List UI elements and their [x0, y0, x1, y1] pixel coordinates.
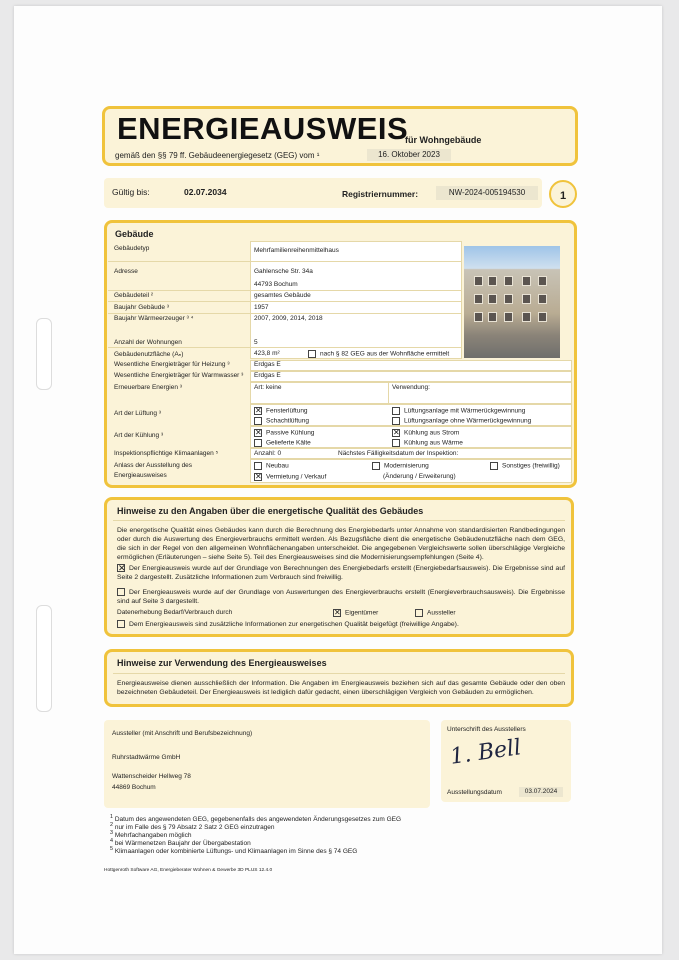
notes-title: Hinweise zu den Angaben über die energetische Qualität des Gebäudes	[117, 506, 424, 516]
value-wohnungen: 5	[254, 339, 258, 346]
reason-sonstiges: Sonstiges (freiwillig)	[490, 462, 560, 470]
issuer-box	[104, 720, 430, 808]
usage-label: Verwendung:	[392, 384, 430, 391]
value-warmwasser: Erdgas E	[254, 372, 281, 379]
valid-label: Gültig bis:	[112, 187, 150, 197]
issue-date-label: Ausstellungsdatum	[447, 789, 502, 796]
issuer-name: Ruhrstadtwärme GmbH	[112, 754, 181, 761]
building-photo	[464, 246, 560, 358]
label-warmwasser: Wesentliche Energieträger für Warmwasser ³	[114, 372, 244, 379]
footnote-3: Mehrfachangaben möglich	[114, 832, 192, 840]
law-reference: gemäß den §§ 79 ff. Gebäudeenergiegesetz (GEG) vom ¹	[115, 151, 320, 160]
footnote-4: bei Wärmenetzen Baujahr der Übergabestation	[114, 840, 251, 848]
signature: 1. Bell	[448, 735, 523, 770]
document-subtitle: für Wohngebäude	[405, 135, 482, 145]
cool-strom: ✕ Kühlung aus Strom	[393, 428, 460, 437]
value-adresse-city: 44793 Bochum	[254, 281, 298, 288]
label-anlass-2: Energieausweises	[114, 472, 167, 479]
label-nutzflaeche: Gebäudenutzfläche (Aₙ)	[114, 351, 184, 358]
value-gebaeudeteil: gesamtes Gebäude	[254, 292, 311, 299]
value-gebaeudetyp: Mehrfamilienreihenmittelhaus	[254, 247, 339, 254]
label-erneuerbare: Erneuerbare Energien ³	[114, 384, 182, 391]
validity-bar	[104, 178, 542, 208]
vent-ohne-wrg: Lüftungsanlage ohne Wärmerückgewinnung	[392, 417, 531, 425]
notes-para1: Die energetische Qualität eines Gebäudes kann durch die Berechnung des Energiebedarfs unter Annahme von standardisierten Randbedingungen oder durch die Auswertung des Energieverbrauchs ermittelt werden. Als Bezugsfläche dient die energetische Gebäudenutzfläche nach dem GEG, die sich in der Regel von den allgemeinen Wohnflächenangaben unterscheidet. Die angegebenen Vergleichswerte sollen überschlägige Vergleiche ermöglichen (Erläuterungen – siehe Seite 5). Teil des Energieausweises sind die Modernisierungsempfehlungen (Seite 4).	[117, 527, 565, 561]
issuer-street: Wattenscheider Hellweg 78	[112, 773, 191, 780]
value-erneuerbare: Art: keine	[254, 384, 282, 391]
label-anlass-1: Anlass der Ausstellung des	[114, 462, 193, 469]
label-gebaeudetyp: Gebäudetyp	[114, 245, 150, 252]
label-gebaeudeteil: Gebäudeteil ²	[114, 292, 154, 299]
document-title: ENERGIEAUSWEIS	[117, 111, 409, 146]
vent-fenster: ✕ Fensterlüftung	[255, 406, 308, 415]
page-number: 1	[549, 180, 577, 208]
reason-aenderung: (Änderung / Erweiterung)	[383, 473, 456, 480]
label-baujahr-waermeerzeuger: Baujahr Wärmeerzeuger ³ ⁴	[114, 315, 194, 322]
reason-neubau: Neubau	[254, 462, 289, 470]
valid-until: 02.07.2034	[184, 187, 227, 197]
notes-opt2: Der Energieausweis wurde auf der Grundlage von Auswertungen des Energieverbrauchs erstellt (Energieverbrauchsausweis). Die Ergebnisse sind auf Seite 3 dargestellt.	[117, 589, 565, 605]
inspection-count: Anzahl: 0	[254, 450, 282, 457]
value-baujahr: 1957	[254, 304, 269, 311]
issue-date: 03.07.2024	[519, 787, 563, 797]
notes-opt3: Dem Energieausweis sind zusätzliche Informationen zur energetischen Qualität beigefügt (freiwillige Angabe).	[117, 620, 565, 629]
reg-number: NW-2024-005194530	[436, 186, 538, 200]
label-heizung: Wesentliche Energieträger für Heizung ³	[114, 361, 230, 368]
label-adresse: Adresse	[114, 268, 138, 275]
usage-text: Energieausweise dienen ausschließlich der Information. Die Angaben im Energieausweis beziehen sich auf das gesamte Gebäude oder den oben bezeichneten Gebäudeteil. Der Energieausweis ist lediglich dafür gedacht, einen überschlägigen Vergleich von Gebäuden zu ermöglichen.	[117, 680, 565, 696]
law-date: 16. Oktober 2023	[367, 149, 451, 161]
cool-waerme: Kühlung aus Wärme	[392, 439, 463, 447]
signature-label: Unterschrift des Ausstellers	[447, 726, 526, 733]
value-heizung: Erdgas E	[254, 361, 281, 368]
value-nutzflaeche: 423,8 m²	[254, 350, 280, 357]
footnote-5: Klimaanlagen oder kombinierte Lüftungs- und Klimaanlagen im Sinne des § 74 GEG	[114, 848, 358, 856]
header-box	[102, 106, 578, 166]
owner-option: ✕ Eigentümer	[334, 608, 379, 617]
vent-mit-wrg: Lüftungsanlage mit Wärmerückgewinnung	[392, 407, 525, 415]
notes-section	[104, 497, 574, 637]
cool-geliefert: Gelieferte Kälte	[254, 439, 311, 447]
label-inspektion: Inspektionspflichtige Klimaanlagen ⁵	[114, 450, 219, 457]
building-values-area	[250, 241, 462, 359]
value-adresse-street: Gahlensche Str. 34a	[254, 268, 313, 275]
data-label: Datenerhebung Bedarf/Verbrauch durch	[117, 609, 233, 616]
inspection-next: Nächstes Fälligkeitsdatum der Inspektion:	[338, 450, 459, 457]
label-kuehlung: Art der Kühlung ³	[114, 432, 164, 439]
vent-schacht: Schachtlüftung	[254, 417, 309, 425]
label-baujahr: Baujahr Gebäude ³	[114, 304, 169, 311]
reason-vermietung: ✕ Vermietung / Verkauf	[255, 472, 327, 481]
footnote-1: Datum des angewendeten GEG, gegebenenfalls des angewendeten Änderungsgesetzes zum GEG	[114, 816, 402, 824]
usage-title: Hinweise zur Verwendung des Energieausweises	[117, 658, 327, 668]
reason-modernisierung: Modernisierung	[372, 462, 429, 470]
notes-opt1: ✕ Der Energieausweis wurde auf der Grundlage von Berechnungen des Energiebedarfs erstellt (Energiebedarfsausweis). Die Ergebnisse sind auf Seite 2 dargestellt. Zusätzliche Informationen zum Verbrauch sind freiwillig.	[117, 563, 565, 581]
value-baujahr-waermeerzeuger: 2007, 2009, 2014, 2018	[254, 315, 323, 322]
area-note: nach § 82 GEG aus der Wohnfläche ermittelt	[308, 350, 449, 358]
punch-hole-bottom	[36, 605, 52, 712]
issuer-label: Aussteller (mit Anschrift und Berufsbezeichnung)	[112, 730, 253, 737]
usage-section	[104, 649, 574, 707]
reg-label: Registriernummer:	[342, 189, 419, 199]
label-wohnungen: Anzahl der Wohnungen	[114, 339, 182, 346]
cool-passiv: ✕ Passive Kühlung	[255, 428, 315, 437]
footnote-2: nur im Falle des § 79 Absatz 2 Satz 2 GEG einzutragen	[114, 824, 275, 832]
building-title: Gebäude	[115, 229, 154, 239]
footer-software: Hottgenroth Software AG, Energieberater Wohnen & Gewerbe 3D PLUS 12.4.0	[104, 868, 273, 873]
punch-hole-top	[36, 318, 52, 390]
issuer-option: Aussteller	[415, 609, 456, 617]
label-lueftung: Art der Lüftung ³	[114, 410, 161, 417]
issuer-city: 44869 Bochum	[112, 784, 156, 791]
